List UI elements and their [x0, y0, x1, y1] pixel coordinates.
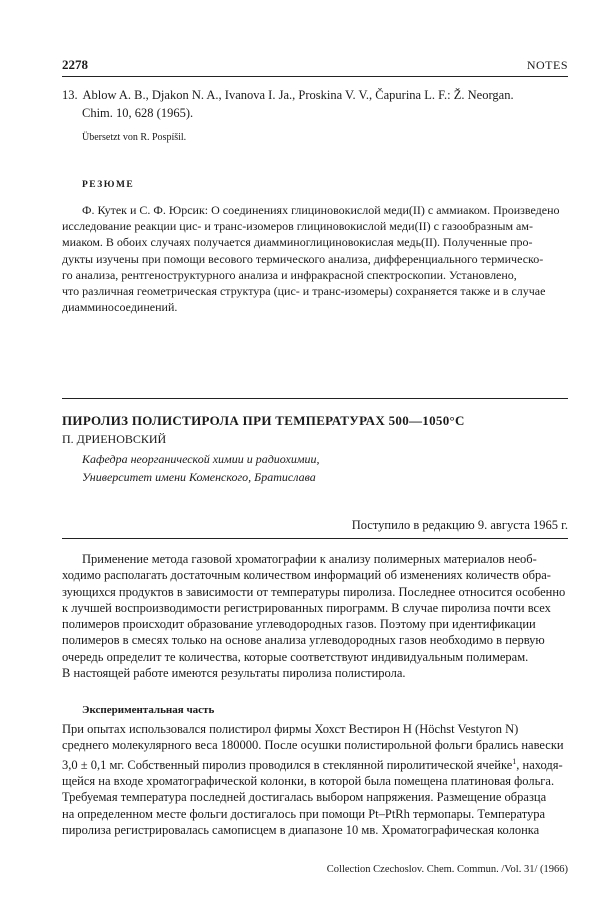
introduction-paragraph [62, 551, 568, 681]
resume-line: миаком. В обоих случаях получается диамминоглициновокислая медь(II). Полученные про- [62, 235, 533, 250]
resume-line: дукты изучены при помощи весового термического анализа, дифференциального термическо- [62, 251, 544, 266]
article-title: ПИРОЛИЗ ПОЛИСТИРОЛА ПРИ ТЕМПЕРАТУРАХ 500—1050°С [62, 413, 465, 428]
intro-line: ходимо располагать достаточным количеством информаций об изменениях количеств обра- [62, 568, 551, 583]
affiliation-line: Университет имени Коменского, Братислава [82, 470, 316, 484]
resume-line: диамминосоединений. [62, 300, 178, 315]
page-number: 2278 [62, 57, 88, 72]
received-date: Поступило в редакцию 9. августа 1965 г. [351, 518, 568, 532]
translator-note: Übersetzt von R. Pospíšil. [82, 132, 187, 143]
section-name: NOTES [526, 58, 568, 72]
intro-line: очередь определит те количества, которые соответствуют индивидуальным полимерам. [62, 649, 529, 664]
intro-line: полимеров в смесях только на основе анализа углеводородных газов необходимо в первую [62, 633, 545, 648]
exp-line: пиролиза регистрировалась самописцем в диапазоне 10 мв. Хроматографическая колонка [62, 822, 540, 837]
reference-line-2: Chim. 10, 628 (1965). [82, 106, 194, 120]
resume-line: исследование реакции цис- и транс-изомеров глициновокислой меди(II) с газообразным ам- [62, 219, 533, 234]
affiliation-line: Кафедра неорганической химии и радиохимии, [82, 452, 320, 466]
article-author: П. ДРИЕНОВСКИЙ [62, 432, 167, 446]
exp-line-tail: , находя- [516, 757, 563, 772]
exp-line: При опытах использовался полистирол фирмы Хохст Вестирон Н (Höchst Vestyron N) [62, 722, 519, 736]
intro-line: к лучшей воспроизводимости регистрированных пирограмм. В случае пиролиза почти всех [62, 600, 551, 615]
exp-line [62, 754, 568, 773]
page-header [62, 57, 568, 73]
resume-body [62, 202, 568, 315]
experimental-paragraph [62, 721, 568, 838]
intro-line: полимеров происходит образование углеводородных газов. Поэтому при идентификации [62, 617, 536, 632]
reference-number: 13. [62, 88, 78, 102]
resume-line: что различная геометрическая структура (цис- и транс-изомеры) сохраняется также и в случае [62, 284, 546, 299]
resume-line: го анализа, рентгеноструктурного анализа и инфракрасной спектроскопии. Установлено, [62, 267, 517, 282]
reference-line-1: Ablow A. B., Djakon N. A., Ivanova I. Ja., Proskina V. V., Čapurina L. F.: Ž. Neorgan. [82, 88, 514, 102]
section-heading-experimental: Экспериментальная часть [82, 704, 215, 716]
exp-line: Требуемая температура последней достигалась выбором напряжения. Размещение образца [62, 790, 547, 805]
reference-13 [62, 86, 568, 122]
header-rule [62, 76, 568, 77]
article-affiliation [82, 450, 320, 486]
exp-line: среднего молекулярного веса 180000. После осушки полистирольной фольги брались навески [62, 738, 564, 753]
resume-line: Ф. Кутек и С. Ф. Юрсик: О соединениях глициновокислой меди(II) с аммиаком. Произведено [82, 203, 560, 217]
exp-line: щейся на входе хроматографической колонки, в которой была помещена платиновая фольга. [62, 774, 555, 789]
resume-heading: РЕЗЮМЕ [82, 180, 135, 190]
exp-line: на определенном месте фольги достигалось при помощи Pt–PtRh термопары. Температура [62, 806, 546, 821]
citation-superscript: 1 [512, 756, 517, 766]
journal-footer: Collection Czechoslov. Chem. Commun. /Vol. 31/ (1966) [326, 864, 568, 875]
received-rule [62, 538, 568, 539]
intro-line: Применение метода газовой хроматографии к анализу полимерных материалов необ- [82, 552, 537, 566]
intro-line: зующихся продуктов в зависимости от температуры пиролиза. Последнее относится особенно [62, 584, 566, 599]
intro-line: В настоящей работе имеются результаты пиролиза полистирола. [62, 666, 406, 681]
exp-line-text: 3,0 ± 0,1 мг. Собственный пиролиз проводился в стеклянной пиролитической ячейке [62, 757, 513, 772]
section-divider [62, 398, 568, 399]
